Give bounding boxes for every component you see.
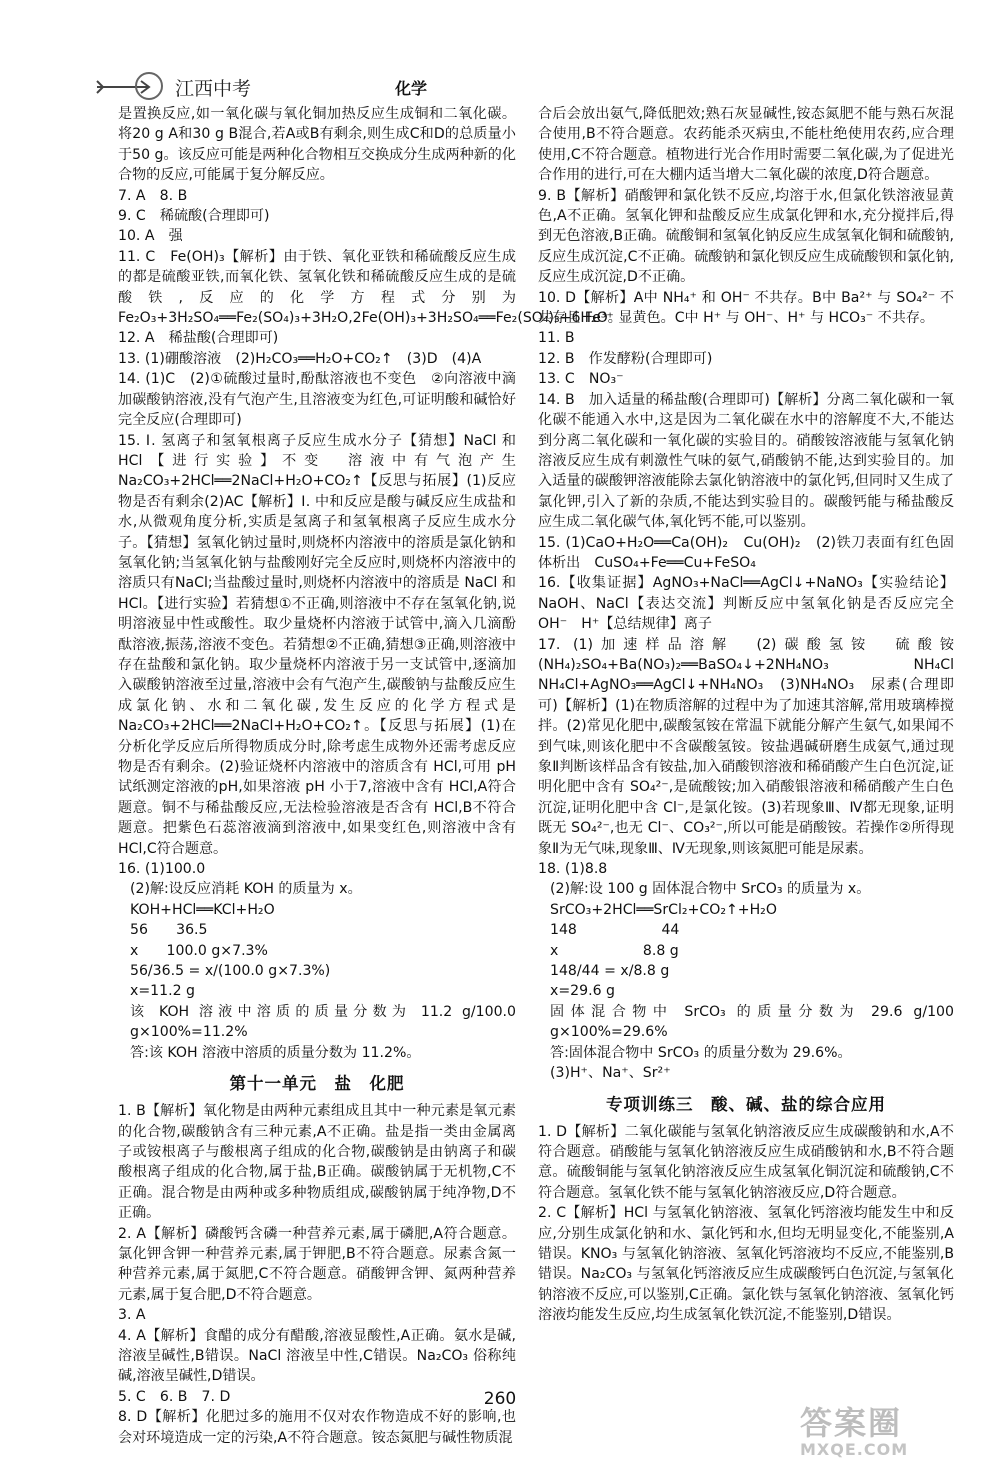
right-column [538,104,969,1326]
special-heading: 专项训练三 酸、碱、盐的综合应用 [606,1094,886,1114]
calc-unknown-row: x 100.0 g×7.3% [130,942,268,959]
answer-item: 12. B 作发酵粉(合理即可) [538,350,713,367]
watermark-logo: 答案圈 [800,1404,903,1442]
watermark [800,1405,990,1460]
calc-fraction: 该 KOH 溶液中溶质的质量分数为 11.2 g/100.0 g×100%=11.2% [130,1003,516,1041]
calc-intro: (2)解:设反应消耗 KOH 的质量为 x。 [130,881,362,898]
answer-item: 是置换反应,如一氧化碳与氧化铜加热反应生成铜和二氧化碳。将20 g A和30 g B混合,若A或B有剩余,则生成C和D的总质量小于50 g。该反应可能是两种化合物相互交换成分生成两种新的化合物的反应,可能属于复分解反应。 [118,106,516,184]
calc-part3: (3)H⁺、Na⁺、Sr²⁺ [550,1065,671,1082]
calc-equation: SrCO₃+2HCl══SrCl₂+CO₂↑+H₂O [550,901,777,918]
calc-answer-x: x=11.2 g [130,983,195,1000]
calc-unknown-row: x 8.8 g [550,942,679,959]
calc-equation: KOH+HCl══KCl+H₂O [130,901,275,918]
calc-mass-row: 148 44 [550,922,680,939]
watermark-url: MXQE.COM [800,1440,909,1459]
answer-item: 1. D【解析】二氧化碳能与氢氧化钠溶液反应生成碳酸钠和水,A不符合题意。硝酸能与氢氧化钠溶液反应生成硝酸钠和水,B不符合题意。硫酸铜能与氢氧化钠溶液反应生成氢氧化铜沉淀和硫酸钠,C不符合题意。氢氧化铁不能与氢氧化钠溶液反应,D符合题意。 [538,1123,954,1201]
calc-fraction: 固体混合物中 SrCO₃ 的质量分数为 29.6 g/100 g×100%=29.6% [550,1003,954,1041]
calc-intro: (2)解:设 100 g 固体混合物中 SrCO₃ 的质量为 x。 [550,881,871,898]
answer-item: 10. D【解析】A中 NH₄⁺ 和 OH⁻ 不共存。B中 Ba²⁺ 与 SO₄²⁻ 不共存且 Fe³⁺ 显黄色。C中 H⁺ 与 OH⁻、H⁺ 与 HCO₃⁻ 不共存。 [538,289,954,327]
calc-final: 答:该 KOH 溶液中溶质的质量分数为 11.2%。 [130,1044,421,1061]
answer-item: 11. C Fe(OH)₃【解析】由于铁、氧化亚铁和稀硫酸反应生成的都是硫酸亚铁,而氧化铁、氢氧化铁和稀硫酸反应生成的是硫酸铁,反应的化学方程式分别为 Fe₂O₃+3H₂SO₄══Fe₂(SO₄)₃+3H₂O,2Fe(OH)₃+3H₂SO₄══Fe₂(SO₄)₃+6H₂O。 [118,248,622,327]
answer-item: 5. C 6. B 7. D [118,1388,231,1405]
page-number: 260 [483,1389,517,1409]
answer-item: 17. (1)加速样品溶解 (2)碳酸氢铵 硫酸铵 (NH₄)₂SO₄+Ba(NO₃)₂══BaSO₄↓+2NH₄NO₃ NH₄Cl NH₄Cl+AgNO₃══AgCl↓+NH₄NO₃ (3)NH₄NO₃ 尿素(合理即可)【解析】(1)在物质溶解的过程中为了加速其溶解,常用玻璃棒搅拌。(2)常见化肥中,碳酸氢铵在常温下就能分解产生氨气,如果闻不到气味,则该化肥中不含碳酸氢铵。铵盐遇碱研磨生成氨气,通过现象Ⅱ判断该样品含有铵盐,加入硝酸钡溶液和稀硝酸产生白色沉淀,证明化肥中含有 SO₄²⁻,是硫酸铵;加入硝酸银溶液和稀硝酸产生白色沉淀,证明化肥中含 Cl⁻,是氯化铵。(3)若现象Ⅲ、Ⅳ都无现象,证明既无 SO₄²⁻,也无 Cl⁻、CO₃²⁻,所以可能是硝酸铵。若操作②所得现象Ⅱ为无气味,现象Ⅲ、Ⅳ无现象,则该氮肥可能是尿素。 [538,636,969,857]
answer-item: 13. C NO₃⁻ [538,371,624,388]
answer-item: 15. (1)CaO+H₂O══Ca(OH)₂ Cu(OH)₂ (2)铁刀表面有红色固体析出 CuSO₄+Fe══Cu+FeSO₄ [538,534,954,571]
answer-item: 14. B 加入适量的稀盐酸(合理即可)【解析】分离二氧化碳和一氧化碳不能通入水中,这是因为二氧化碳在水中的溶解度不大,不能达到分离二氧化碳和一氧化碳的实验目的。硝酸铵溶液能与氢氧化钠溶液反应生成有刺激性气味的氨气,硝酸钠不能,达到实验目的。加入适量的碳酸钾溶液能除去氯化钠溶液中的氯化钙,但同时又生成了氯化钾,引入了新的杂质,不能达到实验目的。碳酸钙能与稀盐酸反应生成二氧化碳气体,氧化钙不能,可以鉴别。 [538,391,954,531]
answer-item: 12. A 稀盐酸(合理即可) [118,330,279,347]
calc-proportion: 148/44 = x/8.8 g [550,963,670,980]
answer-item: 9. C 稀硫酸(合理即可) [118,208,270,225]
subject-title: 化学 [395,79,428,98]
answer-item: 1. B【解析】氧化物是由两种元素组成且其中一种元素是氧元素的化合物,碳酸钠含有三种元素,A不正确。盐是指一类由金属离子或铵根离子与酸根离子组成的化合物,碳酸钠是由钠离子和碳酸根离子组成的化合物,属于盐,B正确。碳酸钠属于无机物,C不正确。混合物是由两种或多种物质组成,碳酸钠属于纯净物,D不正确。 [118,1103,516,1222]
running-header [95,72,515,102]
answer-item: 10. A 强 [118,228,183,245]
answer-item: 合后会放出氨气,降低肥效;熟石灰显碱性,铵态氮肥不能与熟石灰混合使用,B不符合题意。农药能杀灭病虫,不能杜绝使用农药,应合理使用,C不符合题意。植物进行光合作用时需要二氧化碳,为了促进光合作用的进行,可在大棚内适当增大二氧化碳的浓度,D符合题意。 [538,106,954,184]
answer-item: 7. A 8. B [118,187,188,204]
calc-final: 答:固体混合物中 SrCO₃ 的质量分数为 29.6%。 [550,1044,852,1061]
answer-item: 8. D【解析】化肥过多的施用不仅对农作物造成不好的影响,也会对环境造成一定的污染,A不符合题意。铵态氮肥与碱性物质混 [118,1409,516,1446]
answer-item: 16.【收集证据】AgNO₃+NaCl══AgCl↓+NaNO₃【实验结论】NaOH、NaCl【表达交流】判断反应中氢氧化钠是否反应完全 OH⁻ H⁺【总结规律】离子 [538,575,969,633]
calc-answer-x: x=29.6 g [550,983,615,1000]
answer-item: 16. (1)100.0 [118,861,206,878]
answer-item: 2. A【解析】磷酸钙含磷一种营养元素,属于磷肥,A符合题意。氯化钾含钾一种营养元素,属于钾肥,B不符合题意。尿素含氮一种营养元素,属于氮肥,C不符合题意。硝酸钾含钾、氮两种营养元素,属于复合肥,D不符合题意。 [118,1225,516,1303]
calc-mass-row: 56 36.5 [130,922,208,939]
answer-item: 4. A【解析】食醋的成分有醋酸,溶液显酸性,A正确。氨水是碱,溶液呈碱性,B错误。NaCl 溶液呈中性,C错误。Na₂CO₃ 俗称纯碱,溶液呈碱性,D错误。 [118,1327,516,1385]
series-logo-icon [135,72,163,100]
answer-item: 13. (1)硼酸溶液 (2)H₂CO₃══H₂O+CO₂↑ (3)D (4)A [118,350,482,367]
answer-item: 2. C【解析】HCl 与氢氧化钠溶液、氢氧化钙溶液均能发生中和反应,分别生成氯化钠和水、氯化钙和水,但均无明显变化,不能鉴别,A错误。KNO₃ 与氢氧化钠溶液、氢氧化钙溶液均不反应,不能鉴别,B错误。Na₂CO₃ 与氢氧化钙溶液反应生成碳酸钙白色沉淀,与氢氧化钠溶液不反应,可以鉴别,C正确。氯化铁与氢氧化钠溶液、氢氧化钙溶液均能发生反应,均生成氢氧化铁沉淀,不能鉴别,D错误。 [538,1205,954,1324]
unit-heading: 第十一单元 盐 化肥 [229,1074,405,1094]
answer-item: 18. (1)8.8 [538,861,608,878]
calc-proportion: 56/36.5 = x/(100.0 g×7.3%) [130,963,331,980]
answer-item: 3. A [118,1307,146,1324]
series-title: 江西中考 [175,78,252,100]
answer-item: 11. B [538,330,575,347]
answer-item: 9. B【解析】硝酸钾和氯化铁不反应,均溶于水,但氯化铁溶液显黄色,A不正确。氢氧化钾和盐酸反应生成氯化钾和水,充分搅拌后,得到无色溶液,B正确。硫酸铜和氢氧化钠反应生成氢氧化铜和硫酸钠,反应生成沉淀,C不正确。硫酸钠和氯化钡反应生成硫酸钡和氯化钠,反应生成沉淀,D不正确。 [538,187,954,286]
answer-item: 15. Ⅰ. 氢离子和氢氧根离子反应生成水分子【猜想】NaCl 和 HCl【进行实验】不变 溶液中有气泡产生 Na₂CO₃+2HCl══2NaCl+H₂O+CO₂↑【反思与拓展】(1)反应物是否有剩余(2)AC【解析】Ⅰ. 中和反应是酸与碱反应生成盐和水,从微观角度分析,实质是氢离子和氢氧根离子反应生成水分子。【猜想】氢氧化钠过量时,则烧杯内溶液中的溶质是氯化钠和氢氧化钠;当氢氧化钠与盐酸刚好完全反应时,则烧杯内溶液中的溶质只有NaCl;当盐酸过量时,则烧杯内溶液中的溶质是 NaCl 和 HCl。【进行实验】若猜想①不正确,则溶液中不存在氢氧化钠,说明溶液显中性或酸性。取少量烧杯内溶液于试管中,滴入几滴酚酞溶液,振荡,溶液不变色。若猜想②不正确,猜想③正确,则溶液中存在盐酸和氯化钠。取少量烧杯内溶液于另一支试管中,逐滴加入碳酸钠溶液至过量,溶液中会有气泡产生,碳酸钠与盐酸反应生成氯化钠、水和二氧化碳,发生反应的化学方程式是 Na₂CO₃+2HCl══2NaCl+H₂O+CO₂↑。【反思与拓展】(1)在分析化学反应后所得物质成分时,除考虑生成物外还需考虑反应物是否有剩余。(2)验证烧杯内溶液中的溶质含有 HCl,可用 pH 试纸测定溶液的pH,如果溶液 pH 小于7,溶液中含有 HCl,A符合题意。铜不与稀盐酸反应,无法检验溶液是否含有 HCl,B不符合题意。把紫色石蕊溶液滴到溶液中,如果变红色,则溶液中含有 HCl,C符合题意。 [118,432,531,857]
answer-item: 14. (1)C (2)①硫酸过量时,酚酞溶液也不变色 ②向溶液中滴加碳酸钠溶液,没有气泡产生,且溶液变为红色,可证明酸和碱恰好完全反应(合理即可) [118,371,516,429]
